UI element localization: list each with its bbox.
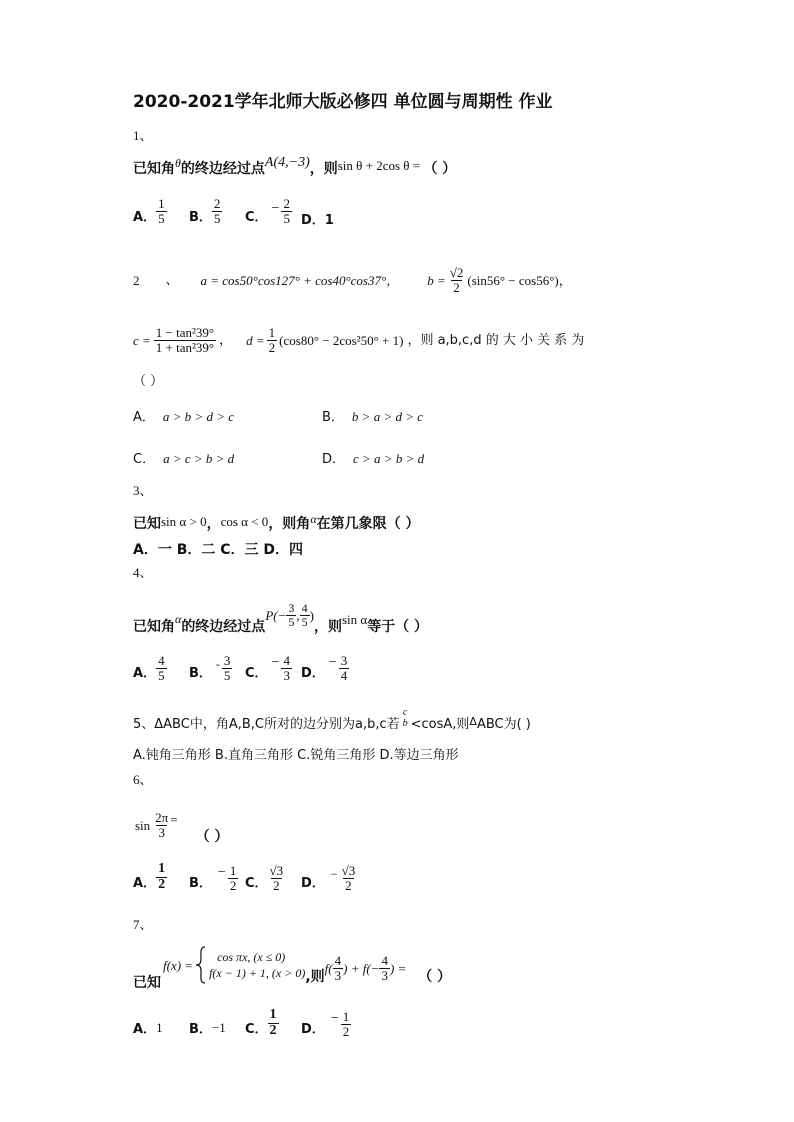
q7-case-1: cos πx, (x ≤ 0) bbox=[217, 949, 286, 964]
q4-option-a[interactable]: A． $\frac{4}{5}$ bbox=[133, 653, 165, 683]
q1-theta: θ bbox=[175, 156, 181, 170]
q3-number: 3、 bbox=[133, 483, 153, 498]
q1-options bbox=[133, 196, 334, 227]
q2-option-d[interactable]: D． c > a > b > d bbox=[322, 451, 425, 467]
q4-point: P(− bbox=[265, 607, 287, 623]
q7-answer-paren: （ ） bbox=[418, 969, 452, 985]
q1-option-b[interactable]: B． $\frac{2}{5}$ bbox=[189, 196, 221, 226]
q4-alpha: α bbox=[175, 612, 182, 626]
q7-stem: 已知 f(x) = cos πx, (x ≤ 0) f(x − 1) + 1, (x > 0) ,则 f( $\frac{4}{3}$ ) + f(− $\frac{4}{3}$ ) = （ ） bbox=[133, 940, 451, 990]
q3-condition-sin: sin α > 0 bbox=[161, 514, 207, 529]
q2-number: 2 bbox=[133, 272, 140, 288]
q4-point-y-fraction: $\frac{4}{5}$ bbox=[301, 600, 308, 629]
q4-sin-alpha: sin α bbox=[341, 611, 368, 627]
q3-alpha: α bbox=[310, 512, 317, 526]
q1-option-a-fraction: $\frac{1}{5}$ bbox=[158, 196, 165, 226]
q6-answer-paren: （ ） bbox=[195, 829, 229, 845]
q4-options bbox=[133, 654, 357, 682]
q3-condition-cos: cos α < 0 bbox=[220, 514, 269, 529]
q7-option-c[interactable]: C． $\frac{1}{2}$ bbox=[245, 1007, 277, 1038]
q6-stem: sin $\frac{2\pi}{3}$ = （ ） bbox=[135, 809, 229, 845]
q2-option-b[interactable]: B． b > a > d > c bbox=[322, 409, 424, 425]
q2-a-expression: a = cos50°cos127° + cos40°cos37°， bbox=[200, 272, 400, 288]
q5-delta: Δ bbox=[469, 715, 477, 728]
q2-line2 bbox=[133, 326, 584, 354]
q1-stem bbox=[133, 156, 456, 176]
q2-d-fraction: $\frac{1}{2}$ bbox=[268, 325, 276, 355]
q1-option-b-fraction: $\frac{2}{5}$ bbox=[213, 196, 221, 226]
q4-option-c[interactable]: C． − $\frac{4}{3}$ bbox=[245, 653, 290, 683]
q7-fraction-2: $\frac{4}{3}$ bbox=[381, 952, 388, 983]
q7-brace-icon bbox=[195, 946, 207, 984]
q2-c-lhs: c = bbox=[133, 332, 151, 348]
q2-b-fraction: $\frac{√2}{2}$ bbox=[449, 265, 464, 295]
q5-options[interactable]: A.钝角三角形 B.直角三角形 C.锐角三角形 D.等边三角形 bbox=[133, 748, 459, 763]
q5-fraction-c-over-b: c b bbox=[402, 707, 408, 729]
q6-number: 6、 bbox=[133, 772, 153, 787]
q1-point: A(4,−3) bbox=[264, 155, 310, 170]
q7-fraction-1: $\frac{4}{3}$ bbox=[334, 952, 342, 983]
q2-d-rhs: (cos80° − 2cos²50° + 1) bbox=[279, 332, 404, 348]
page-title: 2020-2021学年北师大版必修四 单位圆与周期性 作业 bbox=[133, 92, 553, 112]
q1-option-d[interactable]: D．1 bbox=[301, 213, 334, 228]
q2-c-fraction: $\frac{\text{1 − tan²39°}}{\text{1 + tan²39°}}$ bbox=[155, 325, 215, 355]
q1-number: 1、 bbox=[133, 128, 153, 143]
q1-option-a[interactable]: A． $\frac{1}{5}$ bbox=[133, 196, 165, 226]
q4-option-d[interactable]: D． − $\frac{3}{4}$ bbox=[301, 653, 348, 683]
q2-d-lhs: d = bbox=[246, 332, 265, 348]
q3-stem: 已知sin α > 0，cos α < 0，则角$^\alpha$在第几象限（ ） bbox=[133, 512, 420, 532]
q4-option-b[interactable]: B． - $\frac{3}{5}$ bbox=[189, 653, 231, 683]
q2-option-c[interactable]: C． a > c > b > d bbox=[133, 451, 235, 467]
q2-c-tail: ， bbox=[219, 332, 233, 348]
q7-option-b[interactable]: B． −1 bbox=[189, 1020, 226, 1038]
q2-stem-tail: ，则 a,b,c,d 的 大 小 关 系 为 bbox=[407, 332, 585, 348]
q7-option-a[interactable]: A． 1 bbox=[133, 1020, 163, 1038]
q7-option-d[interactable]: D． − $\frac{1}{2}$ bbox=[301, 1009, 350, 1039]
q7-fx: f(x) = bbox=[163, 957, 194, 973]
q1-stem-a: 已知角 bbox=[133, 161, 175, 177]
q6-option-b[interactable]: B． − $\frac{1}{2}$ bbox=[189, 863, 237, 893]
q1-stem-c: ，则 bbox=[309, 161, 338, 177]
q4-stem: 已知角 α 的终边经过点 P(− $\frac{3}{5}$ , $\frac{4}{5}$ ) ，则 sin α 等于（ ） bbox=[133, 600, 429, 635]
q7-options bbox=[133, 1008, 361, 1038]
q6-option-a[interactable]: A． $\frac{1}{2}$ bbox=[133, 861, 166, 892]
q2-separator: 、 bbox=[165, 272, 179, 288]
q4-point-x-fraction: $\frac{3}{5}$ bbox=[288, 600, 295, 629]
q6-option-c[interactable]: C． $\frac{√3}{2}$ bbox=[245, 863, 284, 893]
q6-fraction: $\frac{2\pi}{3}$ bbox=[155, 809, 169, 840]
q7-number: 7、 bbox=[133, 917, 153, 932]
q2-b-lhs: b = bbox=[427, 272, 446, 288]
q5-stem: 5、ΔABC中，角A,B,C所对的边分别为a,b,c若 c b <cosA,则 Δ ABC为( ) bbox=[133, 707, 531, 732]
q2-line1 bbox=[133, 266, 572, 294]
q1-option-c-fraction: $\frac{2}{5}$ bbox=[283, 196, 290, 226]
q4-number: 4、 bbox=[133, 565, 153, 580]
q2-b-rhs: (sin56° − cos56°)， bbox=[467, 272, 572, 288]
q2-option-a[interactable]: A． a > b > d > c bbox=[133, 409, 234, 425]
q1-option-c[interactable]: C． − $\frac{2}{5}$ bbox=[245, 196, 290, 226]
q1-answer-paren: （ ） bbox=[423, 161, 457, 177]
q7-cases bbox=[209, 949, 305, 981]
q1-expression: sin θ + 2cos θ = bbox=[337, 158, 424, 173]
q2-answer-paren: （ ） bbox=[133, 374, 164, 389]
q6-option-d[interactable]: D． − $\frac{√3}{2}$ bbox=[301, 863, 356, 893]
q3-options[interactable]: A．一 B．二 C．三 D．四 bbox=[133, 542, 304, 558]
q7-case-2: f(x − 1) + 1, (x > 0) bbox=[209, 966, 306, 980]
q6-options bbox=[133, 862, 361, 892]
q1-stem-b: 的终边经过点 bbox=[180, 161, 265, 177]
